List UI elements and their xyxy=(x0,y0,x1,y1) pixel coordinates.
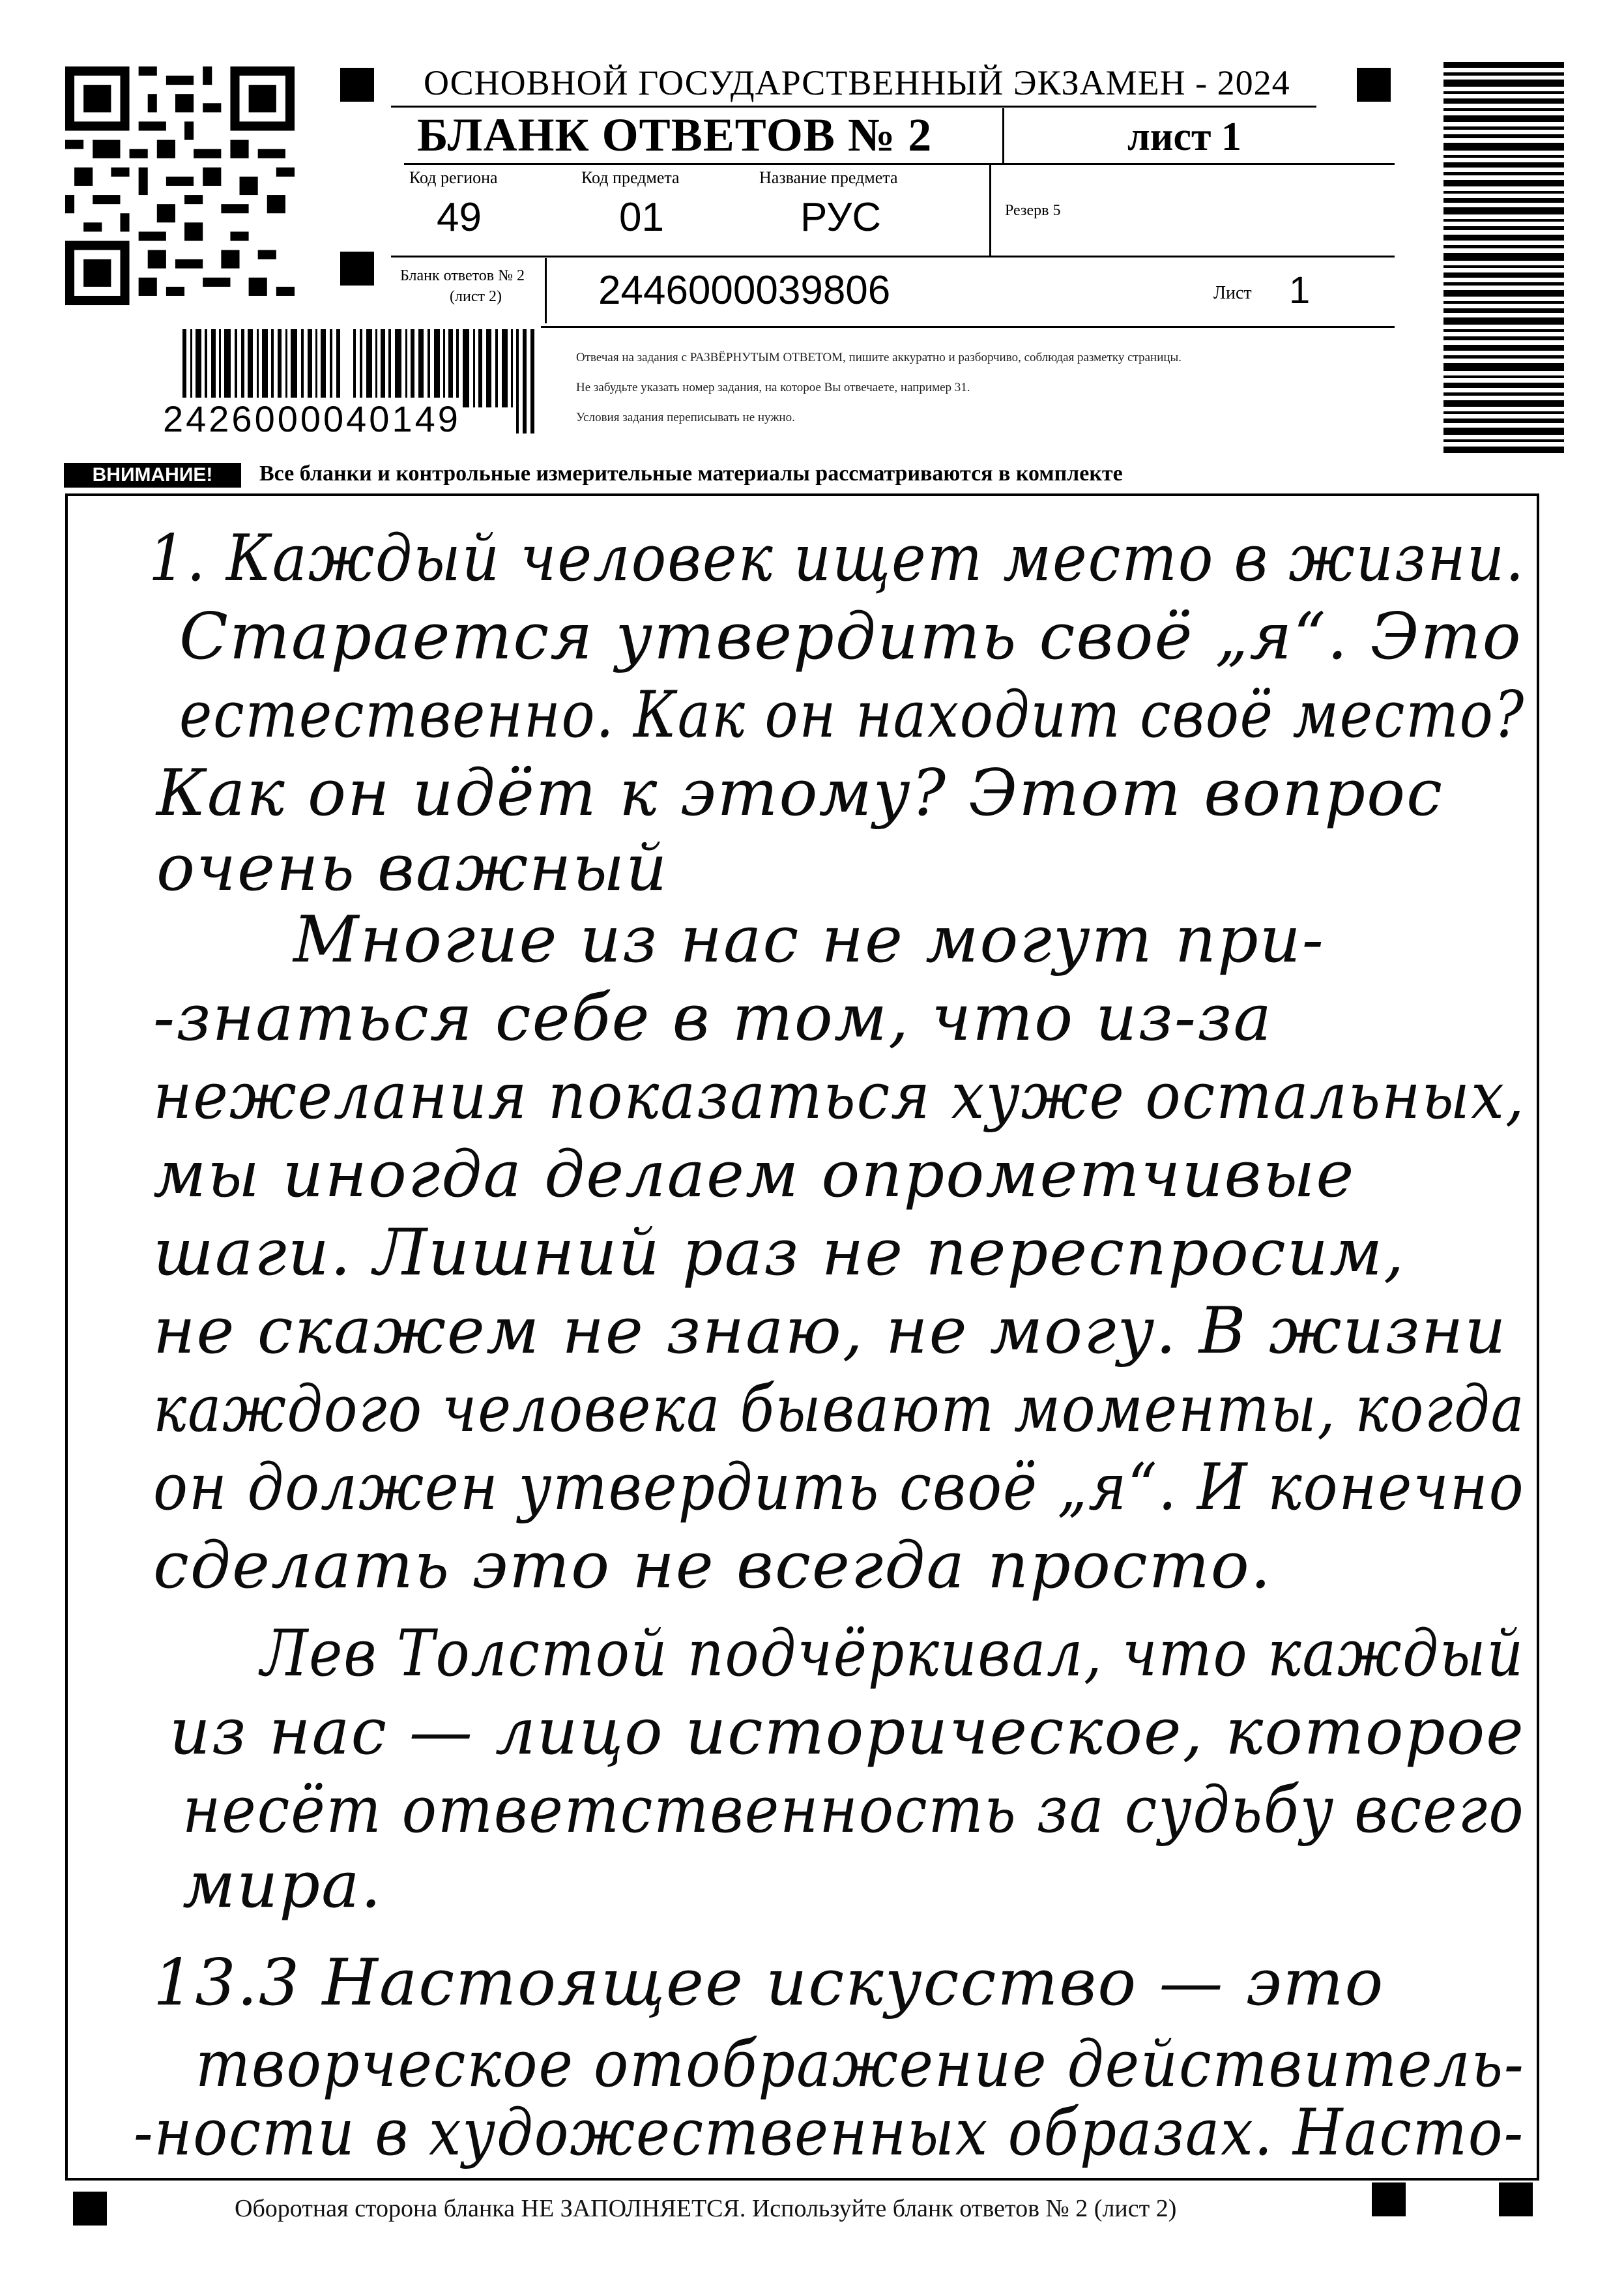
answer-line: из нас — лицо историческое, которое xyxy=(169,1695,1525,1769)
answer-line: творческое отображение действитель- xyxy=(196,2027,1525,2102)
registration-mark xyxy=(1357,68,1391,102)
answer-line: каждого человека бывают моменты, когда xyxy=(153,1372,1526,1447)
footer-note: Оборотная сторона бланка НЕ ЗАПОЛНЯЕТСЯ. Используйте бланк ответов № 2 (лист 2) xyxy=(235,2195,1177,2222)
exam-title: ОСНОВНОЙ ГОСУДАРСТВЕННЫЙ ЭКЗАМЕН - 2024 xyxy=(424,63,1290,102)
registration-mark xyxy=(73,2192,107,2226)
answer-line: 1. Каждый человек ищет место в жизни. xyxy=(149,522,1526,596)
subject-name-label: Название предмета xyxy=(759,168,898,187)
sheet-value: 1 xyxy=(1289,269,1311,312)
answer-line: сделать это не всегда просто. xyxy=(153,1529,1272,1603)
bracket xyxy=(545,258,552,323)
divider xyxy=(1002,108,1004,164)
form-number: 2446000039806 xyxy=(598,268,891,313)
barcode-number: 2426000040149 xyxy=(163,398,461,439)
answer-line: -ности в художественных образах. Насто- xyxy=(134,2096,1524,2170)
answer-line: не скажем не знаю, не могу. В жизни xyxy=(153,1294,1507,1368)
region-value: 49 xyxy=(437,195,482,240)
answer-line: Как он идёт к этому? Этот вопрос xyxy=(156,756,1443,830)
divider xyxy=(989,164,991,256)
divider xyxy=(541,326,1395,328)
subject-code-value: 01 xyxy=(619,195,664,240)
answer-line: 13.3 Настоящее искусство — это xyxy=(153,1946,1385,2020)
vertical-barcode xyxy=(1443,62,1564,453)
answer-line: -знаться себе в том, что из-за xyxy=(153,981,1273,1055)
sheet-title: лист 1 xyxy=(1127,115,1241,159)
divider xyxy=(391,106,1316,108)
qr-code xyxy=(65,65,295,306)
sheet-label: Лист xyxy=(1213,283,1252,303)
answer-line: нежелания показаться хуже остальных, xyxy=(153,1059,1526,1134)
answer-line: Многие из нас не могут при- xyxy=(293,903,1325,977)
region-label: Код региона xyxy=(409,168,498,187)
registration-mark xyxy=(340,68,374,102)
answer-line: он должен утвердить своё „я“. И конечно xyxy=(153,1450,1525,1525)
answer-line: естественно. Как он находит своё место? xyxy=(179,678,1525,752)
answer-line: Старается утвердить своё „я“. Это xyxy=(179,600,1522,674)
form-ref-label: Бланк ответов № 2 xyxy=(400,267,525,284)
reserve-label: Резерв 5 xyxy=(1005,202,1061,219)
instruction-line: Условия задания переписывать не нужно. xyxy=(576,411,795,424)
registration-mark xyxy=(1499,2182,1533,2216)
form-title: БЛАНК ОТВЕТОВ № 2 xyxy=(417,109,933,161)
divider xyxy=(404,163,1395,165)
answer-line: шаги. Лишний раз не переспросим, xyxy=(153,1216,1406,1290)
registration-mark xyxy=(1372,2182,1406,2216)
attention-badge: ВНИМАНИЕ! xyxy=(64,463,241,488)
instruction-line: Не забудьте указать номер задания, на которое Вы отвечаете, например 31. xyxy=(576,381,970,394)
answer-line: Лев Толстой подчёркивал, что каждый xyxy=(261,1617,1525,1691)
attention-text: Все бланки и контрольные измерительные материалы рассматриваются в комплекте xyxy=(259,462,1123,486)
instruction-line: Отвечая на задания с РАЗВЁРНУТЫМ ОТВЕТОМ, пишите аккуратно и разборчиво, соблюдая разметку страницы. xyxy=(576,351,1182,364)
answer-line: несёт ответственность за судьбу всего xyxy=(182,1773,1525,1847)
registration-mark xyxy=(340,252,374,286)
answer-line: мы иногда делаем опрометчивые xyxy=(153,1138,1356,1212)
subject-code-label: Код предмета xyxy=(581,168,680,187)
answer-line: очень важный xyxy=(156,831,669,905)
answer-line: мира. xyxy=(182,1848,383,1922)
subject-name-value: РУС xyxy=(800,195,882,240)
divider xyxy=(391,256,1395,257)
form-ref-sublabel: (лист 2) xyxy=(450,288,502,305)
